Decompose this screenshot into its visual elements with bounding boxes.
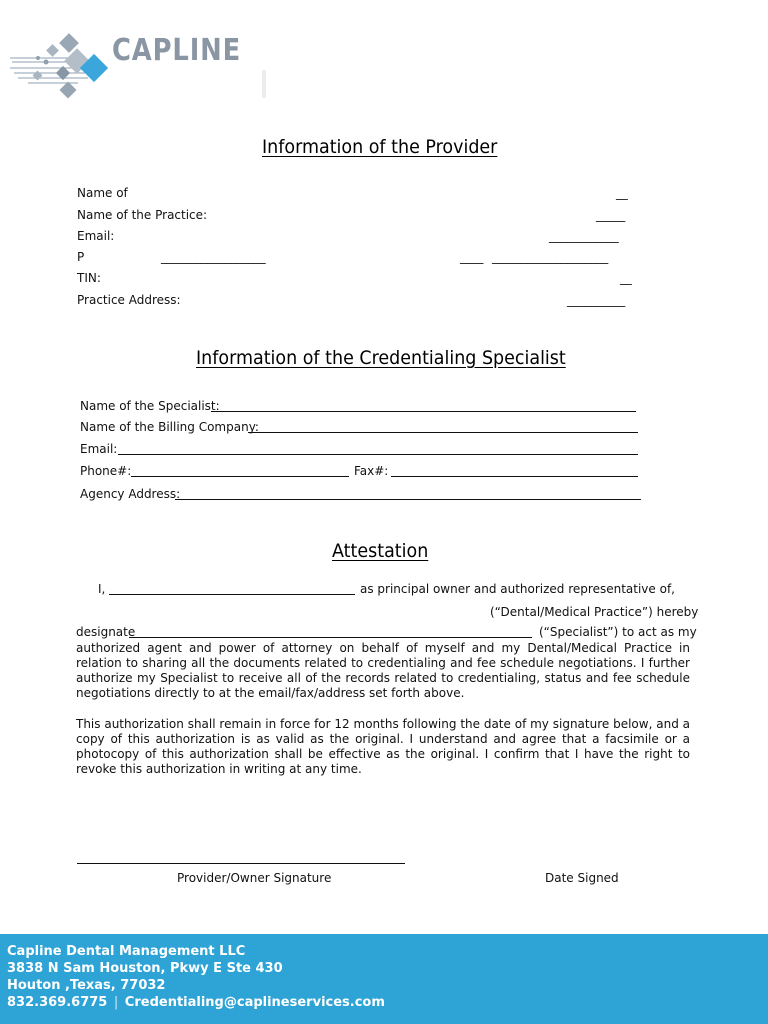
provider-fax-blank[interactable]: ____________________ [492, 250, 609, 264]
attestation-paragraph-1: authorized agent and power of attorney on behalf of myself and my Dental/Medical Practice in relation to sharing all the documents related to credentialing and fee schedule negotiations. I further authorize my Specialist to receive all of the records related to credentialing, status and fee schedule negotiations directly to at the email/fax/address set forth above. [76, 641, 690, 700]
header-divider [262, 70, 266, 98]
attestation-paragraph-2: This authorization shall remain in force for 12 months following the date of my signature below, and a copy of this authorization is as valid as the original. I understand and agree that a facsimile or a photocopy of this authorization shall be effective as the original. I confirm that I have the right to revoke this authorization in writing at any time. [76, 717, 690, 776]
signature-line[interactable] [77, 863, 405, 864]
provider-name-label: Name of [77, 186, 128, 200]
footer-company: Capline Dental Management LLC [7, 944, 246, 959]
agency-address-line[interactable] [175, 499, 641, 500]
specialist-name-label: Name of the Specialist: [80, 399, 220, 413]
attestation-line1-text: as principal owner and authorized representative of, [360, 582, 675, 596]
provider-email-blank[interactable]: ____________ [549, 229, 619, 243]
footer-address-1: 3838 N Sam Houston, Pkwy E Ste 430 [7, 961, 283, 976]
agency-address-label: Agency Address: [80, 487, 181, 501]
specialist-email-line[interactable] [118, 454, 638, 455]
specialist-fax-line[interactable] [391, 476, 638, 477]
provider-tin-blank[interactable]: __ [620, 271, 632, 285]
footer-address-2: Houton ,Texas, 77032 [7, 978, 166, 993]
provider-section-title: Information of the Provider [262, 136, 498, 158]
practice-address-label: Practice Address: [77, 293, 181, 307]
footer-contact [7, 995, 385, 1010]
attestation-i: I, [98, 582, 106, 596]
attestation-title: Attestation [332, 540, 429, 562]
specialist-fax-label: Fax#: [354, 464, 389, 478]
billing-company-line[interactable] [248, 432, 638, 433]
provider-phone-label: P [77, 250, 85, 264]
specialist-phone-line[interactable] [131, 476, 349, 477]
signature-label: Provider/Owner Signature [177, 871, 332, 885]
provider-email-label: Email: [77, 229, 115, 243]
provider-phone-blank[interactable]: __________________ [161, 250, 266, 264]
brand-name: CAPLINE [112, 33, 242, 68]
footer-email[interactable]: Credentialing@caplineservices.com [124, 995, 385, 1010]
attestation-specialist-text: (“Specialist”) to act as my [539, 625, 697, 639]
attestation-practice-text: (“Dental/Medical Practice”) hereby [490, 605, 699, 619]
billing-company-label: Name of the Billing Company: [80, 420, 259, 434]
date-signed-label: Date Signed [545, 871, 619, 885]
provider-name-blank[interactable]: __ [616, 186, 628, 200]
practice-name-blank[interactable]: _____ [596, 208, 626, 222]
specialist-designate-line[interactable] [129, 637, 532, 638]
specialist-section-title: Information of the Credentialing Specialist [196, 347, 566, 369]
footer-separator: | [113, 995, 119, 1010]
specialist-email-label: Email: [80, 442, 118, 456]
specialist-phone-label: Phone#: [80, 464, 132, 478]
provider-tin-label: TIN: [77, 271, 101, 285]
footer-phone[interactable]: 832.369.6775 [7, 995, 108, 1010]
specialist-name-line[interactable] [211, 411, 636, 412]
practice-address-blank[interactable]: __________ [567, 293, 626, 307]
owner-name-line[interactable] [109, 594, 355, 595]
practice-name-label: Name of the Practice: [77, 208, 208, 222]
attestation-designate: designate [76, 625, 136, 639]
provider-fax-blank-short[interactable]: ____ [460, 250, 484, 264]
